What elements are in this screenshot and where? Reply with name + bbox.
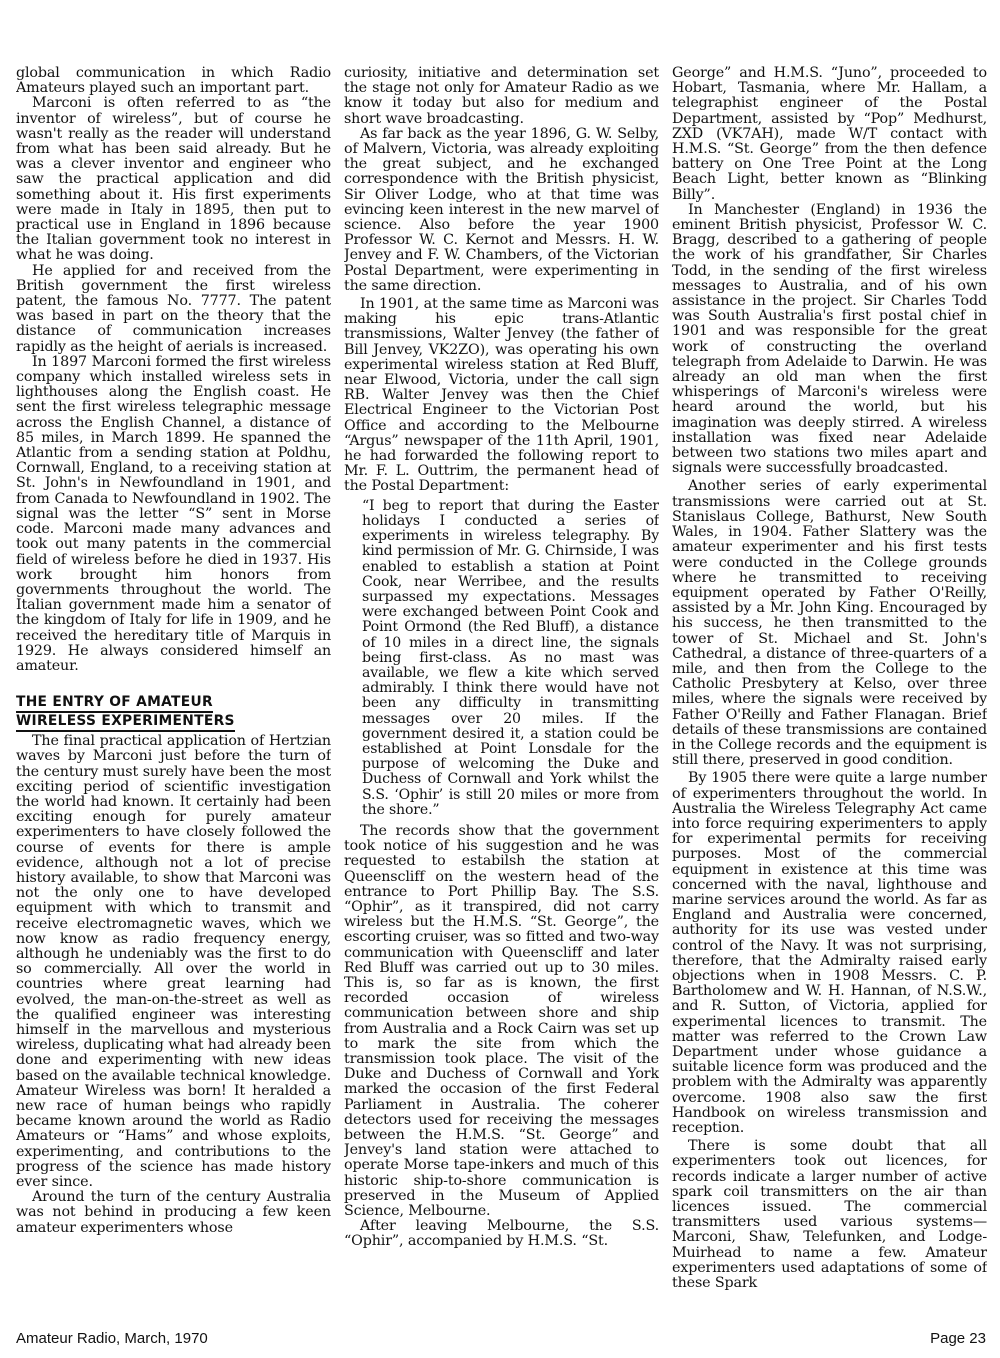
- paragraph: In Manchester (England) in 1936 the eminent British physicist, Professor W. C. Bragg, described to a gathering of people the work of his grandfather, Sir Charles Todd, in the sending of the first wireless messages to Australia, and of his own assistance in the project. Sir Charles Todd was South Australia's first postal chief in 1901 and was responsible for the great work of constructing the overland telegraph from Adelaide to Darwin. He was already an old man when the first whisperings of Marconi's wireless were heard around the world, but his imagination was deeply stirred. A wireless installation was fixed near Adelaide between two stations two miles apart and signals were successfully broadcasted.: [672, 201, 987, 477]
- column-2: [344, 66, 659, 1311]
- column-3: [672, 66, 987, 1311]
- paragraph: By 1905 there were quite a large number of experimenters throughout the world. In Australia the Wireless Telegraphy Act came into force requiring experimenters to apply for experimental permits for receiving purposes. Most of the commercial equipment in existence at this time was concerned with the naval, lighthouse and marine services around the world. As far as England and Australia were concerned, authority for its use was vested under control of the Navy. It was not surprising, therefore, that the Admiralty raised early objections when in 1908 Messrs. C. P. Bartholomew and W. H. Hannan, of N.S.W., and R. Sutton, of Victoria, applied for experimental licences to transmit. The matter was referred to the Crown Law Department under whose guidance a suitable licence form was produced and the problem with the Admiralty was apparently overcome. 1908 also saw the first Handbook on wireless transmission and reception.: [672, 770, 987, 1137]
- footer-publication: Amateur Radio, March, 1970: [16, 1330, 208, 1347]
- paragraph: Marconi is often referred to as “the inventor of wireless”, but of course he wasn't really as the reader will understand from what has been said already. But he was a clever inventor and engineer who saw the practical application and did something about it. His first experiments were made in Italy in 1895, then put to practical use in England in 1896 because the Italian government took no interest in what he was doing.: [16, 95, 331, 264]
- paragraph: global communication in which Radio Amateurs played such an important part.: [16, 66, 331, 97]
- section-heading-line-2: WIRELESS EXPERIMENTERS: [16, 713, 235, 732]
- paragraph: curiosity, initiative and determination set the stage not only for Amateur Radio as we know it today but also for medium and short wave broadcasting.: [344, 66, 659, 127]
- paragraph: In 1901, at the same time as Marconi was making his epic trans-Atlantic transmissions, Walter Jenvey (the father of Bill Jenvey, VK2ZO), was operating his own experimental wireless station at Red Bluff, near Elwood, Victoria, under the call sign RB. Walter Jenvey was then the Chief Electrical Engineer to the Victorian Post Office and according to the Melbourne “Argus” newspaper of the 11th April, 1901, he had forwarded the following report to Mr. F. L. Outtrim, the permanent head of the Postal Department:: [344, 296, 659, 495]
- block-quote: [362, 499, 659, 818]
- column-1: [16, 66, 331, 1311]
- paragraph: After leaving Melbourne, the S.S. “Ophir”, accompanied by H.M.S. “St.: [344, 1218, 659, 1250]
- paragraph: The final practical application of Hertzian waves by Marconi just before the turn of the century must surely have been the most exciting period of scientific investigation the world had known. It certainly had been exciting enough for purely amateur experimenters to have closely followed the course of events for there is ample evidence, although not a lot of precise history available, to show that Marconi was not the only one to have developed equipment with which to transmit and receive electromagnetic waves, which we now know as radio frequency energy, although he undeniably was the first to do so commercially. All over the world in countries where great learning had evolved, the man-on-the-street as well as the qualified engineer was interesting himself in the marvellous and mysterious wireless, duplicating what had already been done and experimenting with new ideas based on the available technical knowledge. Amateur Wireless was born! It heralded a new race of human beings who rapidly became known around the world as Radio Amateurs or “Hams” and whose exploits, experimenting, and contributions to the progress of the science has made history ever since.: [16, 733, 331, 1191]
- paragraph: Another series of early experimental transmissions were carried out at St. Stanislaus College, Bathurst, New South Wales, in 1904. Father Slattery was the amateur experimenter and his first tests were conducted in the College grounds where he transmitted to receiving equipment operated by Father O'Reilly, assisted by a Mr. John King. Encouraged by his success, he then transmitted to the tower of St. Michael and St. John's Cathedral, a distance of three-quarters of a mile, and then from the College to the Catholic Presbytery at Kelso, over three miles, where the signals were received by Father O'Reilly and Father Flanagan. Brief details of these transmissions are contained in the College records and the equipment is still there, preserved in good condition.: [672, 478, 987, 769]
- paragraph: George” and H.M.S. “Juno”, proceeded to Hobart, Tasmania, where Mr. Hallam, a telegraphist engineer of the Postal Department, assisted by “Pop” Medhurst, ZXD (VK7AH), made W/T contact with H.M.S. “St. George” from the then defence battery on One Tree Point at the Long Beach Light, better known as “Blinking Billy”.: [672, 66, 987, 203]
- quote-text: “I beg to report that during the Easter holidays I conducted a series of experiments in wireless telegraphy. By kind permission of Mr. G. Chirnside, I was enabled to establish a station at Point Cook, near Werribee, and the results surpassed my expectations. Messages were exchanged between Point Cook and Point Ormond (the Red Bluff), a distance of 10 miles in a direct line, the signals being first-class. As no mast was available, we flew a kite which served admirably. I think there would have not been any difficulty in transmitting messages over 20 miles. If the government desired it, a station could be established at Point Lonsdale for the purpose of welcoming the Duke and Duchess of Cornwall and York whilst the S.S. ‘Ophir’ is still 20 miles or more from the shore.”: [362, 497, 659, 818]
- paragraph: In 1897 Marconi formed the first wireless company which installed wireless sets in lighthouses along the English coast. He sent the first wireless telegraphic message across the English Channel, a distance of 85 miles, in March 1899. He spanned the Atlantic from a sending station at Poldhu, Cornwall, England, to a receiving station at St. John's in Newfoundland in 1901, and from Canada to Newfoundland in 1902. The signal was the letter “S” sent in Morse code. Marconi made many advances and took out many patents in the commercial field of wireless before he died in 1937. His work brought him honors from governments throughout the world. The Italian government made him a senator of the kingdom of Italy for life in 1909, and he received the hereditary title of Marquis in 1929. He always considered himself an amateur.: [16, 353, 331, 674]
- section-heading: [16, 694, 331, 732]
- paragraph: As far back as the year 1896, G. W. Selby, of Malvern, Victoria, was already exploiting the great subject, and he exchanged correspondence with the British physicist, Sir Oliver Lodge, who at that time was evincing keen interest in the new marvel of science. Also before the year 1900 Professor W. C. Kernot and Messrs. H. W. Jenvey and F. W. Chambers, of the Victorian Postal Department, were experimenting in the same direction.: [344, 125, 659, 294]
- paragraph: The records show that the government took notice of his suggestion and he was requested to estabilsh the station at Queenscliff on the western head of the entrance to Port Phillip Bay. The S.S. “Ophir”, as it transpired, did not carry wireless but the H.M.S. “St. George”, the escorting cruiser, was so fitted and two-way communication with Queenscliff and later Red Bluff was carried out up to 30 miles. This is, so far as is known, the first recorded occasion of wireless communication between shore and ship from Australia and a Rock Cairn was set up to mark the site from which the transmission took place. The visit of the Duke and Duchess of Cornwall and York marked the occasion of the first Federal Parliament in Australia. The coherer detectors used for receiving the messages between the H.M.S. “St. George” and Jenvey's land station were attached to operate Morse tape-inkers and much of this historic ship-to-shore communication is preserved in the Museum of Applied Science, Melbourne.: [344, 822, 659, 1220]
- paragraph: He applied for and received from the British government the first wireless patent, the famous No. 7777. The patent was based in part on the theory that the distance of communication increases rapidly as the height of aerials is increased.: [16, 262, 331, 355]
- section-heading-line-1: THE ENTRY OF AMATEUR: [16, 694, 213, 713]
- paragraph: There is some doubt that all experimenters took out licences, for records indicate a larger number of active spark coil transmitters on the air than licences issued. The commercial transmitters used various systems—Marconi, Shaw, Telefunken, and Lodge-Muirhead to name a few. Amateur experimenters used adaptations of some of these Spark: [672, 1138, 987, 1292]
- footer-page-number: Page 23: [930, 1330, 986, 1347]
- article-columns: [16, 66, 988, 1311]
- paragraph: Around the turn of the century Australia was not behind in producing a few keen amateur experimenters whose: [16, 1189, 331, 1236]
